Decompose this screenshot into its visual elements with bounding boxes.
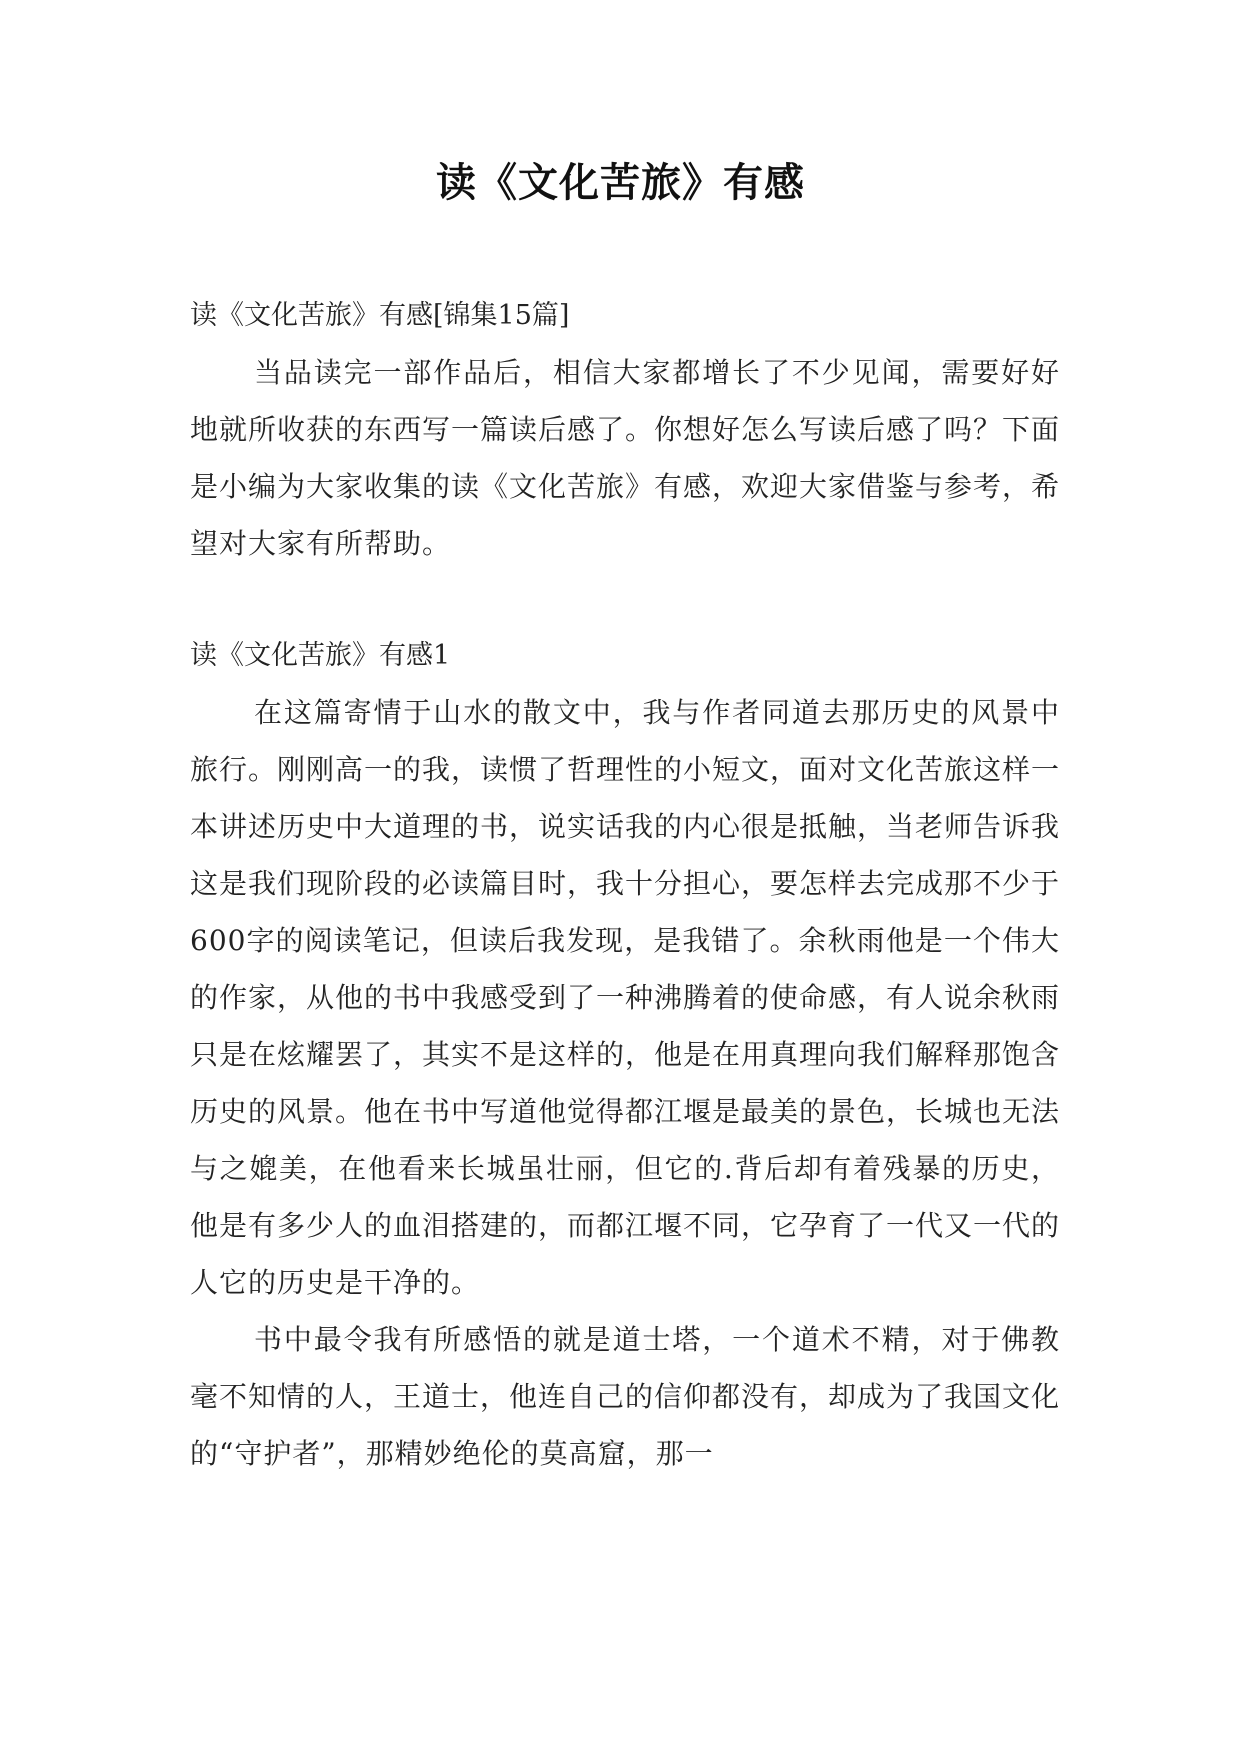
section-heading: 读《文化苦旅》有感1 [190,640,451,671]
body-paragraph: 在这篇寄情于山水的散文中，我与作者同道去那历史的风景中旅行。刚刚高一的我，读惯了哲理性的小短文，面对文化苦旅这样一本讲述历史中大道理的书，说实话我的内心很是抵触，当老师告诉我这是我们现阶段的必读篇目时，我十分担心，要怎样去完成那不少于600字的阅读笔记，但读后我发现，是我错了。余秋雨他是一个伟大的作家，从他的书中我感受到了一种沸腾着的使命感，有人说余秋雨只是在炫耀罢了，其实不是这样的，他是在用真理向我们解释那饱含历史的风景。他在书中写道他觉得都江堰是最美的景色，长城也无法与之媲美，在他看来长城虽壮丽，但它的.背后却有着残暴的历史，他是有多少人的血泪搭建的，而都江堰不同，它孕育了一代又一代的人它的历史是干净的。 [190,696,1061,1299]
intro-paragraph: 当品读完一部作品后，相信大家都增长了不少见闻，需要好好地就所收获的东西写一篇读后感了。你想好怎么写读后感了吗？下面是小编为大家收集的读《文化苦旅》有感，欢迎大家借鉴与参考，希望对大家有所帮助。 [190,356,1061,560]
section-spacer [190,572,1060,628]
document-body [190,288,1060,1482]
document-subtitle: 读《文化苦旅》有感[锦集15篇] [190,300,570,331]
document-title: 读《文化苦旅》有感 [436,160,805,206]
body-paragraph: 书中最令我有所感悟的就是道士塔，一个道术不精，对于佛教毫不知情的人，王道士，他连自己的信仰都没有，却成为了我国文化的“守护者”，那精妙绝伦的莫高窟，那一 [190,1323,1061,1470]
